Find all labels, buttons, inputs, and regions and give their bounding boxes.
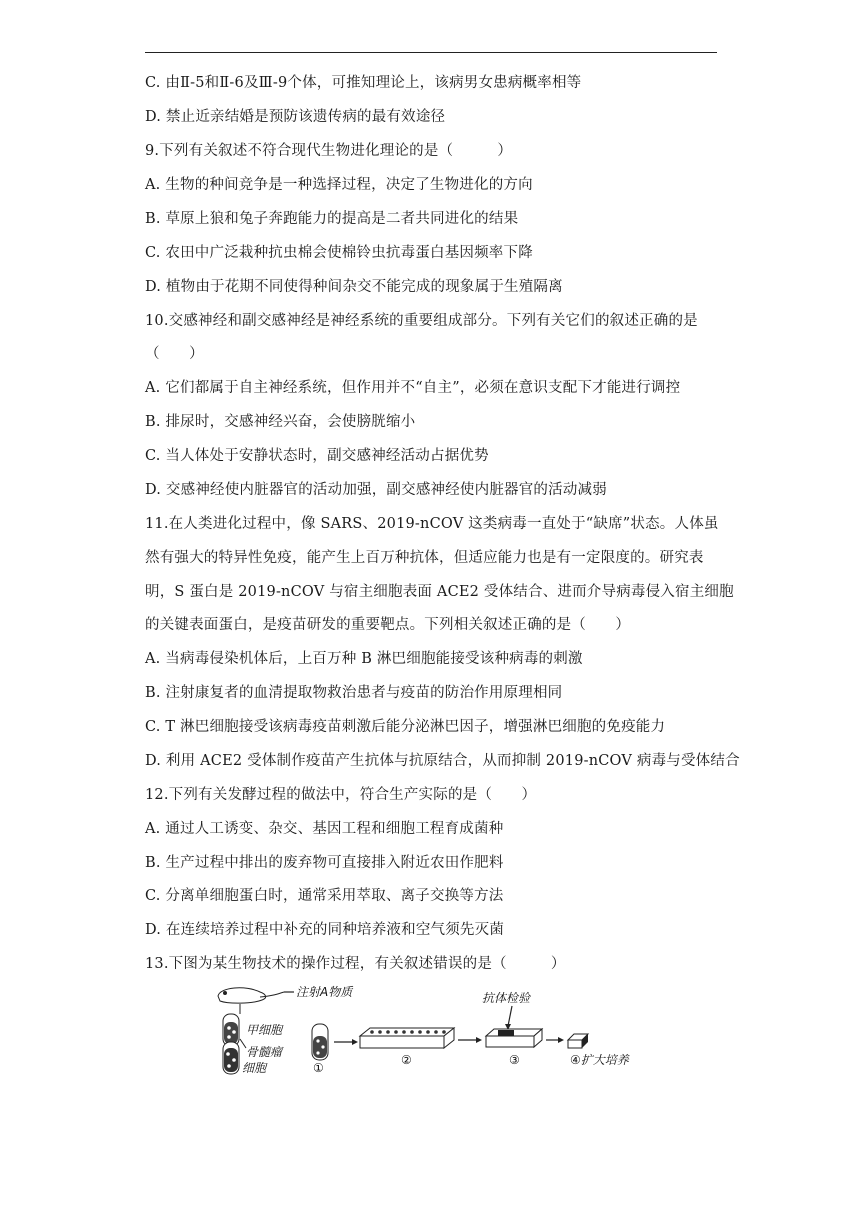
- inject-label: 注射A物质: [296, 985, 353, 999]
- tube-fusion: [312, 1024, 328, 1060]
- option-10b: B. 排尿时，交感神经兴奋，会使膀胱缩小: [145, 414, 416, 430]
- step4-label: ④扩大培养: [570, 1053, 629, 1067]
- question-9: 9.下列有关叙述不符合现代生物进化理论的是（ ）: [145, 143, 513, 159]
- arrow-2-3-head: [476, 1037, 482, 1043]
- option-10c: C. 当人体处于安静状态时，副交感神经活动占据优势: [145, 448, 489, 464]
- question-11-line2: 然有强大的特异性免疫，能产生上百万种抗体，但适应能力也是有一定限度的。研究表: [145, 550, 704, 566]
- antibody-arrow: [508, 1006, 512, 1026]
- question-13: 13.下图为某生物技术的操作过程，有关叙述错误的是（ ）: [145, 956, 566, 972]
- question-11-line4: 的关键表面蛋白，是疫苗研发的重要靶点。下列相关叙述正确的是（ ）: [145, 617, 631, 633]
- antibody-test-label: 抗体检验: [482, 991, 531, 1005]
- option-9a: A. 生物的种间竞争是一种选择过程，决定了生物进化的方向: [145, 177, 533, 193]
- arrow-3-4-head: [558, 1037, 564, 1043]
- option-11c: C. T 淋巴细胞接受该病毒疫苗刺激后能分泌淋巴因子，增强淋巴细胞的免疫能力: [145, 719, 666, 735]
- step1-label: ①: [313, 1061, 324, 1075]
- arrow-1-2-head: [352, 1039, 358, 1045]
- tube-cell-a: [223, 1004, 240, 1046]
- culture-plate-3: [486, 1029, 542, 1047]
- option-11a: A. 当病毒侵染机体后，上百万种 B 淋巴细胞能接受该种病毒的刺激: [145, 651, 583, 667]
- myeloma-label-1: 骨髓瘤: [246, 1045, 283, 1059]
- step3-label: ③: [509, 1053, 520, 1067]
- header-rule: [145, 52, 717, 53]
- question-11-line3: 明，S 蛋白是 2019-nCOV 与宿主细胞表面 ACE2 受体结合、进而介导病毒侵入宿主细胞: [145, 584, 734, 600]
- option-12c: C. 分离单细胞蛋白时，通常采用萃取、离子交换等方法: [145, 888, 504, 904]
- option-11b: B. 注射康复者的血清提取物救治患者与疫苗的防治作用原理相同: [145, 685, 563, 701]
- myeloma-label-2: 细胞: [242, 1061, 267, 1075]
- option-8c: C. 由Ⅱ-5和Ⅱ-6及Ⅲ-9个体，可推知理论上，该病男女患病概率相等: [145, 75, 582, 91]
- step2-label: ②: [401, 1053, 412, 1067]
- question-10: 10.交感神经和副交感神经是神经系统的重要组成部分。下列有关它们的叙述正确的是: [145, 313, 698, 329]
- option-9d: D. 植物由于花期不同使得种间杂交不能完成的现象属于生殖隔离: [145, 279, 563, 295]
- cell-a-label: 甲细胞: [246, 1023, 283, 1037]
- tube-myeloma: [223, 1042, 239, 1074]
- option-12a: A. 通过人工诱变、杂交、基因工程和细胞工程育成菌种: [145, 821, 504, 837]
- culture-plate-4: [568, 1034, 588, 1048]
- question-12: 12.下列有关发酵过程的做法中，符合生产实际的是（ ）: [145, 787, 537, 803]
- procedure-diagram: [212, 984, 672, 1076]
- option-12b: B. 生产过程中排出的废弃物可直接排入附近农田作肥料: [145, 855, 504, 871]
- option-11d: D. 利用 ACE2 受体制作疫苗产生抗体与抗原结合，从而抑制 2019-nCOV 病毒与受体结合: [145, 753, 740, 769]
- mouse-icon: [218, 988, 284, 1003]
- option-10a: A. 它们都属于自主神经系统，但作用并不“自主”，必须在意识支配下才能进行调控: [145, 380, 681, 396]
- option-10d: D. 交感神经使内脏器官的活动加强，副交感神经使内脏器官的活动减弱: [145, 482, 607, 498]
- question-10-paren: （ ）: [145, 346, 204, 362]
- option-9b: B. 草原上狼和兔子奔跑能力的提高是二者共同进化的结果: [145, 211, 519, 227]
- option-12d: D. 在连续培养过程中补充的同种培养液和空气须先灭菌: [145, 922, 505, 938]
- option-8d: D. 禁止近亲结婚是预防该遗传病的最有效途径: [145, 109, 446, 125]
- procedure-figure: [212, 984, 672, 1076]
- culture-plate-2: [360, 1028, 454, 1048]
- question-11-line1: 11.在人类进化过程中，像 SARS、2019-nCOV 这类病毒一直处于“缺席”状态。人体虽: [145, 516, 719, 532]
- option-9c: C. 农田中广泛栽种抗虫棉会使棉铃虫抗毒蛋白基因频率下降: [145, 245, 533, 261]
